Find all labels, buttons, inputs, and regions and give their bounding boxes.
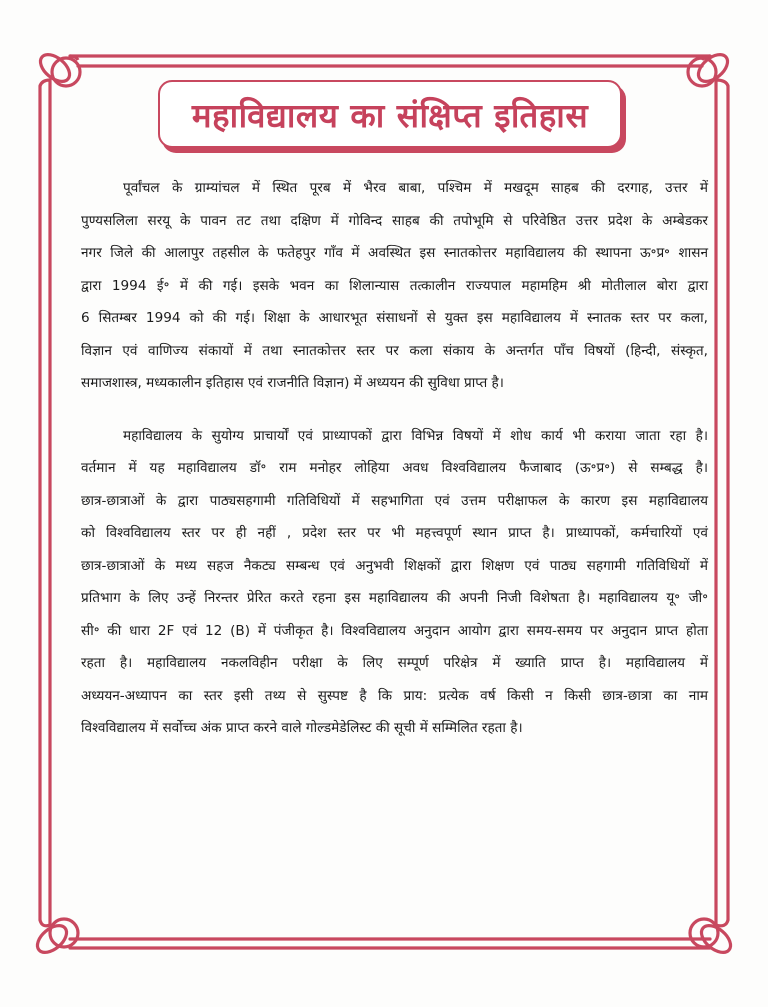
text-line: पुण्यसलिला सरयू के पावन तट तथा दक्षिण में गोविन्द साहब की तपोभूमि से परिवेष्ठित उत्तर प्रदेश के अम्बेडकर <box>81 212 708 229</box>
text-line: सी॰ की धारा 2F एवं 12 (B) में पंजीकृत है। विश्वविद्यालय अनुदान आयोग द्वारा समय-समय पर अनुदान प्राप्त होता <box>81 622 708 639</box>
text-line: विश्वविद्यालय में सर्वोच्च अंक प्राप्त करने वाले गोल्डमेडेलिस्ट की सूची में सम्मिलित रहता है। <box>81 720 523 736</box>
text-line: महाविद्यालय के सुयोग्य प्राचार्यों एवं प्राध्यापकों द्वारा विभिन्न विषयों में शोध कार्य भी कराया जाता रहा है। <box>123 427 708 444</box>
text-line: द्वारा 1994 ई॰ में की गई। इसके भवन का शिलान्यास तत्कालीन राज्यपाल महामहिम श्री मोतीलाल बोरा द्वारा <box>81 277 708 294</box>
text-line: नगर जिले की आलापुर तहसील के फतेहपुर गाँव में अवस्थित इस स्नातकोत्तर महाविद्यालय की स्थापना ऊ॰प्र॰ शासन <box>81 245 708 261</box>
text-line: वर्तमान में यह महाविद्यालय डॉ॰ राम मनोहर लोहिया अवध विश्वविद्यालय फैजाबाद (ऊ॰प्र॰) से सम्बद्ध है। <box>81 460 708 476</box>
corner-knot-top-left-icon <box>36 49 80 86</box>
page-title: महाविद्यालय का संक्षिप्त इतिहास <box>191 95 589 135</box>
paragraph-founding <box>81 172 708 400</box>
history-body <box>81 172 708 745</box>
text-line: अध्ययन-अध्यापन का स्तर इसी तथ्य से सुस्पष्ट है कि प्राय: प्रत्येक वर्ष किसी न किसी छात्र-छात्रा का नाम <box>81 687 708 704</box>
text-line: रहता है। महाविद्यालय नकलविहीन परीक्षा के लिए सम्पूर्ण परिक्षेत्र में ख्याति प्राप्त है। महाविद्यालय में <box>81 655 708 671</box>
text-line: 6 सितम्बर 1994 को की गई। शिक्षा के आधारभूत संसाधनों से युक्त इस महाविद्यालय में स्नातक स्तर पर कला, <box>81 310 708 326</box>
title-banner <box>158 80 622 148</box>
text-line: प्रतिभाग के लिए उन्हें निरन्तर प्रेरित करते रहना इस महाविद्यालय की अपनी निजी विशेषता है। महाविद्यालय यू॰ जी॰ <box>81 590 708 606</box>
text-line: विज्ञान एवं वाणिज्य संकायों में तथा स्नातकोत्तर स्तर पर कला संकाय के अन्तर्गत पाँच विषयों (हिन्दी, संस्कृत, <box>81 342 708 359</box>
text-line: छात्र-छात्राओं के द्वारा पाठ्यसहगामी गतिविधियों में सहभागिता एवं उत्तम परीक्षाफल के कारण इस महाविद्यालय <box>81 492 708 509</box>
text-line: छात्र-छात्राओं के मध्य सहज नैकट्य सम्बन्ध एवं अनुभवी शिक्षकों द्वारा शिक्षण एवं पाठ्य सहगामी गतिविधियों में <box>81 557 708 574</box>
text-line: समाजशास्त्र, मध्यकालीन इतिहास एवं राजनीति विज्ञान) में अध्ययन की सुविधा प्राप्त है। <box>81 375 504 391</box>
text-line: को विश्वविद्यालय स्तर पर ही नहीं , प्रदेश स्तर पर भी महत्त्वपूर्ण स्थान प्राप्त है। प्राध्यापकों, कर्मचारियों एवं <box>81 525 708 541</box>
paragraph-achievements <box>81 420 708 745</box>
text-line: पूर्वांचल के ग्राम्यांचल में स्थित पूरब में भैरव बाबा, पश्चिम में मखदूम साहब की दरगाह, उत्तर में <box>123 180 708 196</box>
